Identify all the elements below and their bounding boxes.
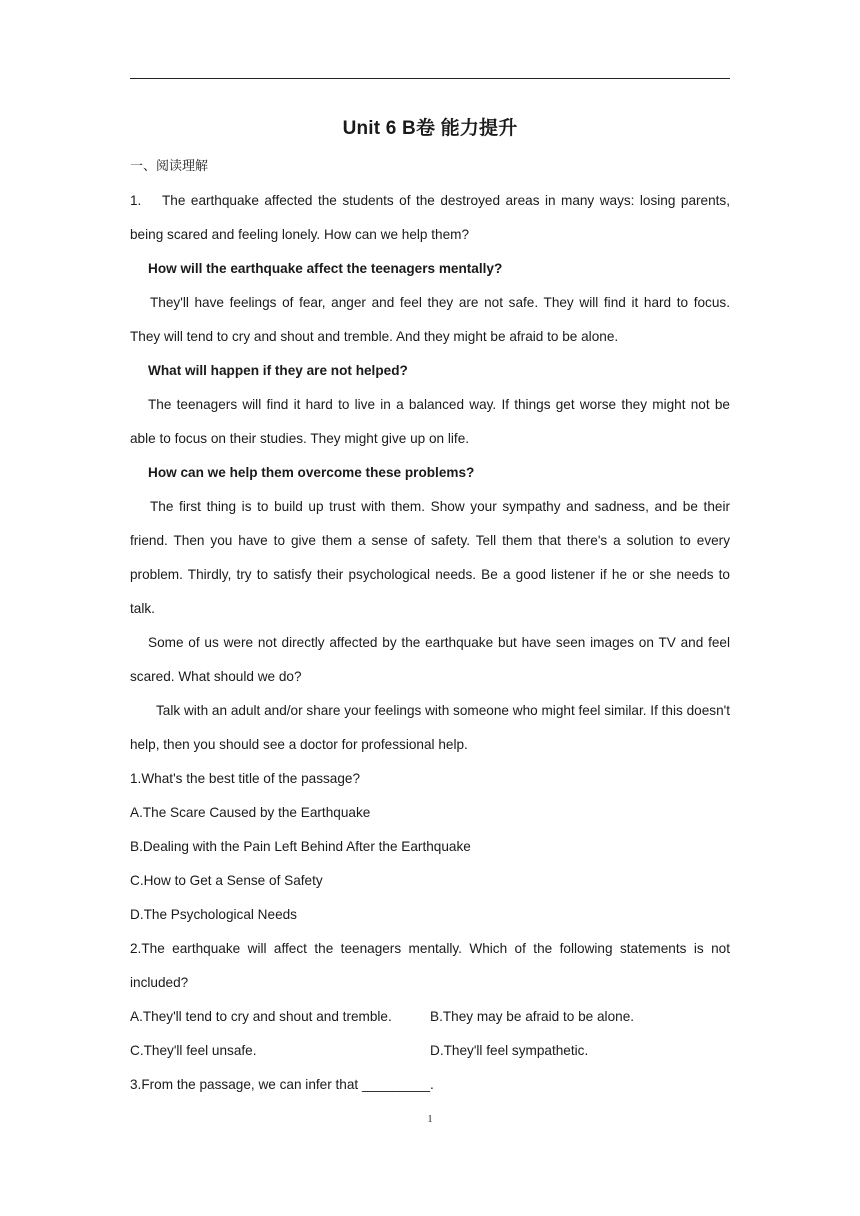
- header-rule: [130, 78, 730, 79]
- question-2-option-d: D.They'll feel sympathetic.: [430, 1043, 589, 1058]
- question-1-stem: 1.What's the best title of the passage?: [130, 771, 361, 786]
- passage-heading-3: How can we help them overcome these problems?: [148, 465, 475, 480]
- question-2-options-row-1: [130, 1000, 730, 1034]
- question-1-option-d: D.The Psychological Needs: [130, 907, 297, 922]
- passage-paragraph-4: Some of us were not directly affected by the earthquake but have seen images on TV and feel scared. What should we do?: [130, 635, 730, 684]
- passage-paragraph-2: The teenagers will find it hard to live in a balanced way. If things get worse they might not be able to focus on their studies. They might give up on life.: [130, 397, 730, 446]
- question-1-option-a: A.The Scare Caused by the Earthquake: [130, 805, 371, 820]
- passage-heading-1: How will the earthquake affect the teenagers mentally?: [148, 261, 503, 276]
- question-3-stem: 3.From the passage, we can infer that _________.: [130, 1077, 434, 1092]
- passage-paragraph-5: Talk with an adult and/or share your feelings with someone who might feel similar. If this doesn't help, then you should see a doctor for professional help.: [130, 703, 730, 752]
- question-1-option-c: C.How to Get a Sense of Safety: [130, 873, 323, 888]
- question-1-option-b: B.Dealing with the Pain Left Behind After the Earthquake: [130, 839, 471, 854]
- passage-heading-2: What will happen if they are not helped?: [148, 363, 408, 378]
- question-2-stem: 2.The earthquake will affect the teenagers mentally. Which of the following statements is not included?: [130, 941, 730, 990]
- question-2-option-b: B.They may be afraid to be alone.: [430, 1009, 635, 1024]
- document-body: [130, 150, 730, 1102]
- intro-number: 1.: [130, 193, 142, 208]
- passage-paragraph-1: They'll have feelings of fear, anger and feel they are not safe. They will find it hard to focus. They will tend to cry and shout and tremble. And they might be afraid to be alone.: [130, 295, 730, 344]
- intro-text: The earthquake affected the students of the destroyed areas in many ways: losing parents, being scared and feeling lonely. How can we help them?: [130, 193, 730, 242]
- passage-paragraph-3: The first thing is to build up trust with them. Show your sympathy and sadness, and be their friend. Then you have to give them a sense of safety. Tell them that there's a solution to every problem. Thirdly, try to satisfy their psychological needs. Be a good listener if he or she needs to talk.: [130, 499, 730, 616]
- question-2-options-row-2: [130, 1034, 730, 1068]
- page-title: Unit 6 B卷 能力提升: [342, 118, 518, 139]
- section-heading: 一、阅读理解: [130, 159, 209, 174]
- intro-paragraph: [130, 184, 730, 252]
- question-2-option-c: C.They'll feel unsafe.: [130, 1043, 257, 1058]
- question-2-option-a: A.They'll tend to cry and shout and tremble.: [130, 1009, 392, 1024]
- page-number: 1: [427, 1113, 433, 1125]
